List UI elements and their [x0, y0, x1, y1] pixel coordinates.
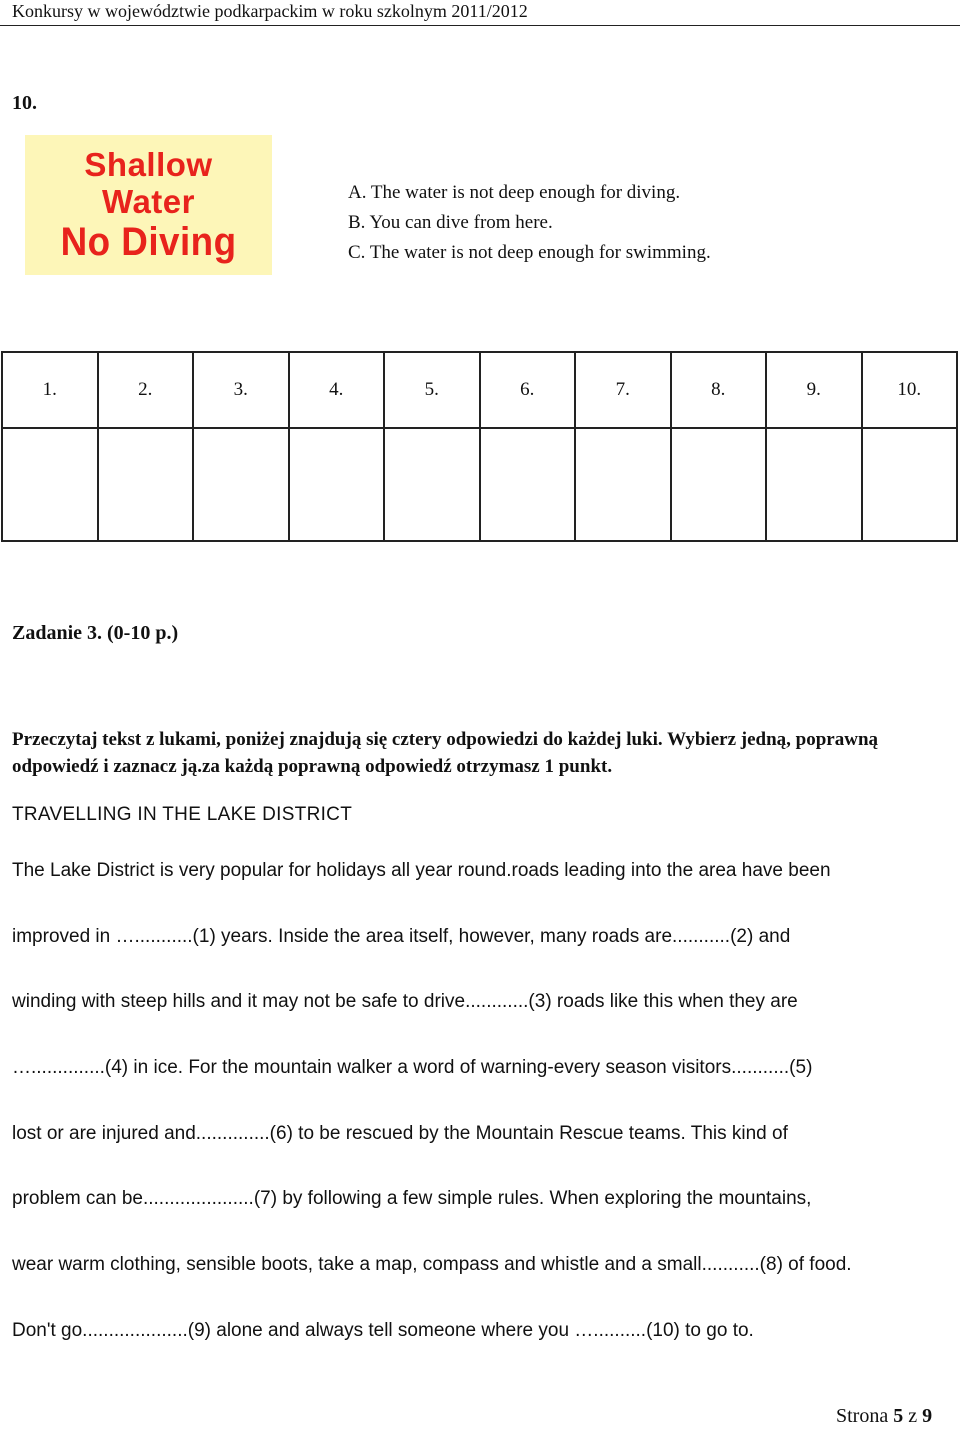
answer-cell-1[interactable] [2, 428, 98, 541]
answer-grid-header-cell: 8. [671, 352, 767, 428]
answer-grid-header-cell: 9. [766, 352, 862, 428]
passage-line: problem can be.....................(7) by following a few simple rules. When exploring the mountains, [12, 1188, 812, 1210]
answer-grid-header-cell: 4. [289, 352, 385, 428]
answer-cell-10[interactable] [862, 428, 958, 541]
answer-grid [1, 351, 958, 542]
answer-cell-3[interactable] [193, 428, 289, 541]
answer-grid-header-cell: 2. [98, 352, 194, 428]
sign-line-1: Shallow [84, 146, 213, 183]
page-header [0, 0, 960, 26]
footer-prefix: Strona [836, 1405, 889, 1427]
passage-line: winding with steep hills and it may not be safe to drive............(3) roads like this when they are [12, 991, 798, 1013]
passage-text [12, 851, 952, 1377]
passage-line: improved in …...........(1) years. Inside the area itself, however, many roads are...........(2) and [12, 925, 791, 947]
shallow-water-sign-image [25, 135, 272, 275]
footer-page-total: 9 [922, 1405, 933, 1427]
answer-grid-header-cell: 6. [480, 352, 576, 428]
answer-cell-2[interactable] [98, 428, 194, 541]
option-b: B. You can dive from here. [348, 212, 553, 233]
answer-options [348, 178, 711, 268]
passage-line: wear warm clothing, sensible boots, take a map, compass and whistle and a small...........(8) of food. [12, 1254, 852, 1276]
passage-line: The Lake District is very popular for holidays all year round.roads leading into the area have been [12, 860, 831, 881]
answer-grid-header-cell: 7. [575, 352, 671, 428]
answer-cell-4[interactable] [289, 428, 385, 541]
task-instruction: Przeczytaj tekst z lukami, poniżej znajdują się cztery odpowiedzi do każdej luki. Wybierz jedną, poprawną odpowiedź i zaznacz ją.za każdą poprawną odpowiedź otrzymasz 1 punkt. [12, 729, 879, 777]
answer-grid-answer-row [2, 428, 957, 541]
page-footer [836, 1405, 932, 1428]
answer-grid-header-row [2, 352, 957, 428]
question-number: 10. [12, 92, 37, 114]
header-divider [0, 25, 960, 26]
answer-grid-header-cell: 5. [384, 352, 480, 428]
sign-line-2: Water [102, 183, 195, 220]
header-title: Konkursy w województwie podkarpackim w roku szkolnym 2011/2012 [12, 1, 528, 21]
answer-cell-5[interactable] [384, 428, 480, 541]
passage-line: lost or are injured and..............(6) to be rescued by the Mountain Rescue teams. This kind of [12, 1122, 788, 1144]
option-c: C. The water is not deep enough for swimming. [348, 242, 711, 263]
task-title: Zadanie 3. (0-10 p.) [12, 622, 179, 644]
answer-cell-7[interactable] [575, 428, 671, 541]
answer-grid-header-cell: 1. [2, 352, 98, 428]
answer-grid-header-cell: 10. [862, 352, 958, 428]
answer-cell-6[interactable] [480, 428, 576, 541]
answer-cell-9[interactable] [766, 428, 862, 541]
passage-title: TRAVELLING IN THE LAKE DISTRICT [12, 804, 353, 825]
footer-page-number: 5 [893, 1405, 904, 1427]
footer-separator: z [908, 1405, 918, 1427]
passage-line: Don't go....................(9) alone and always tell someone where you …..........(10) to go to. [12, 1319, 754, 1341]
answer-cell-8[interactable] [671, 428, 767, 541]
answer-grid-header-cell: 3. [193, 352, 289, 428]
passage-line: …..............(4) in ice. For the mountain walker a word of warning-every season visitors...........(5) [12, 1057, 813, 1079]
sign-line-3: No Diving [60, 220, 237, 264]
option-a: A. The water is not deep enough for diving. [348, 182, 681, 203]
